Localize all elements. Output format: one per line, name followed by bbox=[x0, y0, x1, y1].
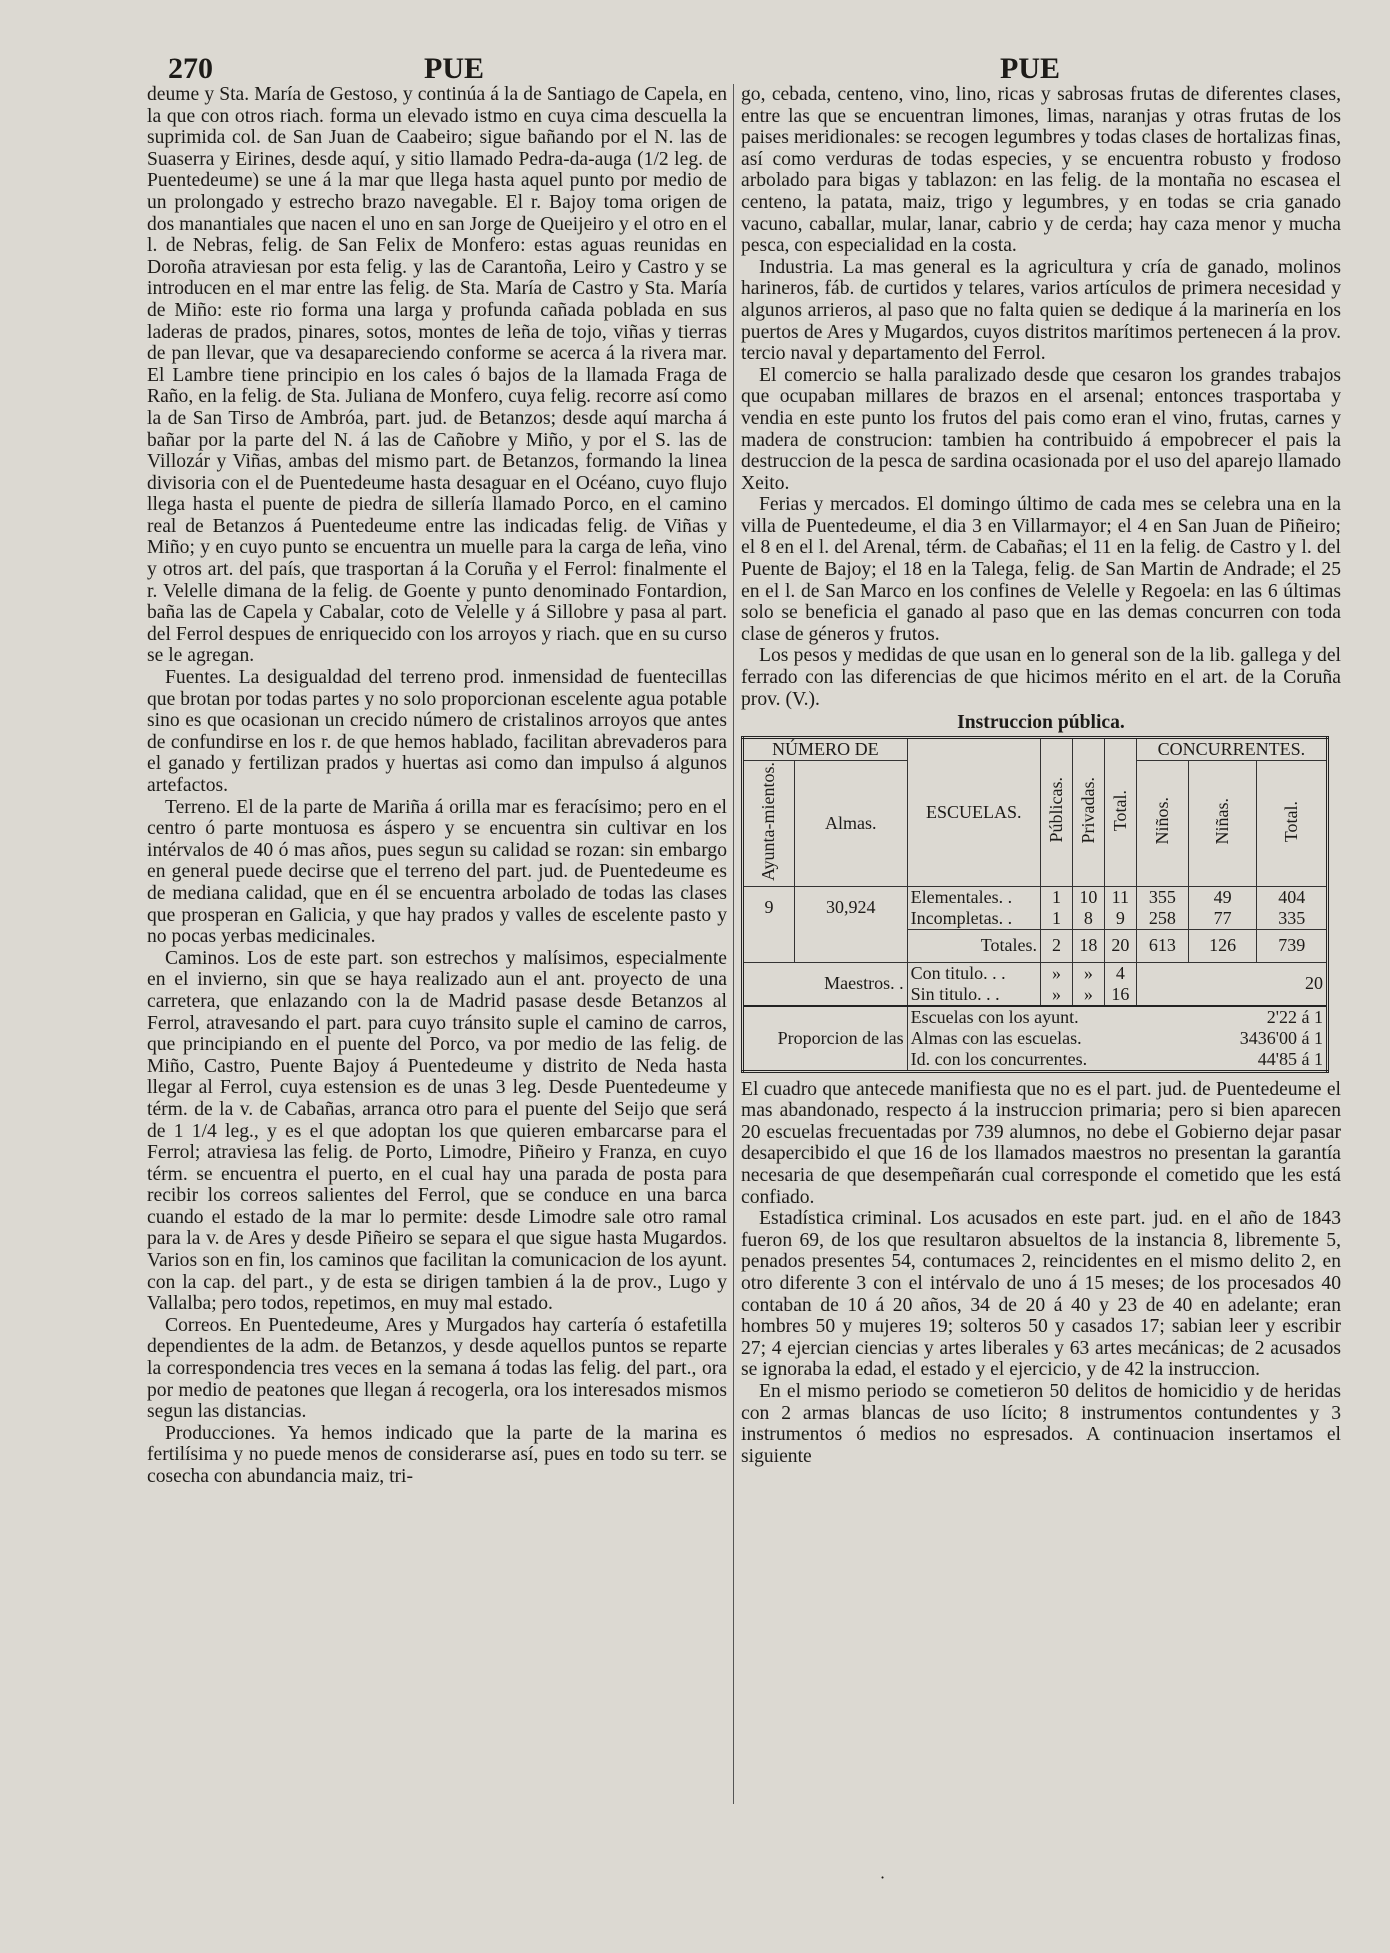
cell: 1 bbox=[1040, 886, 1072, 908]
ayuntamientos-header: Ayunta-mientos. bbox=[758, 761, 779, 881]
paragraph: deume y Sta. María de Gestoso, y continúa á la de Santiago de Capela, en la que con otros riach. forma un elevado istmo en cuya cima descuella la suprimida col. de San Juan de Caabeiro; sigue bañando por el N. las de Suaserra y Eirines, desde aquí, y sitio llamado Pedra-da-auga (1/2 leg. de Puentedeume) se une á la mar que llega hasta aquel punto por medio de un prolongado y estrecho brazo navegable. El r. Bajoy toma origen de dos manantiales que nacen el uno en san Jorge de Queijeiro y el otro en el l. de Nebras, felig. de San Felix de Monfero: estas aguas reunidas en Doroña atraviesan por esta felig. y las de Carantoña, Leiro y Castro y se introducen en el mar entre las felig. de Sta. María de Castro y Sta. María de Miño: este rio forma una larga y profunda cañada poblada en sus laderas de prados, pinares, sotos, montes de leña de tojo, viñas y tierras de pan llevar, que va desapareciendo conforme se acerca á la rivera mar. El Lambre tiene principio en los cales ó bajos de la llamada Fraga de Raño, en la felig. de Sta. Juliana de Monfero, cuya felig. recorre así como la de San Tirso de Ambróa, part. jud. de Betanzos; desde aquí marcha á bañar por la parte del N. á las de Cañobre y Miño, y por el S. las de Villozár y Viñas, ambas del mismo part. de Betanzos, formando la linea divisoria con el de Puentedeume hasta desaguar en el Océano, cuyo flujo llega hasta el puente de piedra de sillería llamado Porco, en el camino real de Betanzos á Puentedeume entre las indicadas felig. de Viñas y Miño; y en cuyo punto se encuentra un muelle para la carga de leña, vino y otros art. del país, que trasportan á la Coruña y el Ferrol: finalmente el r. Velelle dimana de la felig. de Goente y punto denominado Fontardion, baña las de Capela y Cabalar, coto de Velelle y á Sillobre y pasa al part. del Ferrol despues de enriquecido con los arroyos y riach. que en su curso se le agregan. bbox=[147, 84, 727, 667]
table-row bbox=[743, 962, 1328, 984]
ninas-header: Niñas. bbox=[1212, 797, 1233, 845]
cell: 4 bbox=[1104, 962, 1136, 984]
paragraph-caminos: Caminos. Los de este part. son estrechos y malísimos, especialmente en el invierno, sin que se haya realizado aun el ant. proyecto de una carretera, que enlazando con la de Madrid pasase desde Betanzos al Ferrol, atravesando el part. para cuyo tránsito suple el camino de carros, que principiando en el puente del Porco, va por medio de las felig. de Miño, Castro, Puente Bajoy á Puentedeume y distrito de Neda hasta llegar al Ferrol, cuya estension es de unas 3 leg. Desde Puentedeume y térm. de la v. de Cabañas, arranca otro para el puente del Seijo que será de 1 1/4 leg., y es el que adoptan los que quieren embarcarse para el Ferrol; atraviesa las felig. de Porto, Limodre, Piñeiro y Franza, en cuyo térm. se encuentra el puerto, en el cual hay una parada de posta para recibir los correos salientes del Ferrol, que se conduce en una barca cuando el estado de la mar lo permite: desde Limodre sale otro ramal para la v. de Ares y desde Piñeiro se separa el que sigue hasta Mugardos. Varios son en fin, los caminos que facilitan la comunicacion de los ayunt. con la cap. del part., y de esta se dirigen tambien á la de prov., Lugo y Vallalba; pero todos, repetimos, en muy mal estado. bbox=[147, 947, 727, 1315]
cell: » bbox=[1040, 962, 1072, 984]
proporcion-row bbox=[743, 1006, 1328, 1028]
cell: 20 bbox=[1104, 929, 1136, 962]
cell: 8 bbox=[1072, 908, 1104, 930]
paragraph-ferias: Ferias y mercados. El domingo último de cada mes se celebra una en la villa de Puentedeume, el dia 3 en Villarmayor; el 4 en San Juan de Piñeiro; el 8 en el l. del Arenal, térm. de Cabañas; el 11 en la felig. de Castro y l. del Puente de Bajoy; el 18 en la Talega, felig. de San Martin de Andrade; el 25 en el l. de San Marco en los confines de Velelle y Regoela: en las 6 últimas solo se beneficia el ganado al paso que en las demas concurren con toda clase de géneros y frutos. bbox=[741, 494, 1341, 645]
cell: 2 bbox=[1040, 929, 1072, 962]
instruccion-table bbox=[741, 736, 1329, 1073]
numero-de-header: NÚMERO DE bbox=[743, 737, 908, 760]
cell: 2'22 á 1 bbox=[1188, 1006, 1327, 1028]
row-label: Incompletas. . bbox=[907, 908, 1040, 930]
maestros-label: Maestros. . bbox=[743, 962, 908, 1006]
running-head-left: PUE bbox=[424, 52, 484, 85]
row-label: Totales. bbox=[907, 929, 1040, 962]
cell: 18 bbox=[1072, 929, 1104, 962]
cell: 11 bbox=[1104, 886, 1136, 908]
cell: 49 bbox=[1188, 886, 1256, 908]
cell: 16 bbox=[1104, 984, 1136, 1006]
ninos-header: Niños. bbox=[1151, 797, 1172, 845]
cell: 739 bbox=[1257, 929, 1328, 962]
privadas-header: Privadas. bbox=[1077, 776, 1098, 844]
publicas-header: Públicas. bbox=[1045, 777, 1066, 843]
paragraph-fuentes: Fuentes. La desigualdad del terreno prod. inmensidad de fuentecillas que brotan por todas partes y no solo proporcionan escelente agua potable sino es que ocasionan un crecido número de cristalinos arroyos que antes de confundirse en los r. de que hemos hablado, facilitan abrevaderos para el ganado y fertilizan prados y huertas asi como dan impulso á algunos artefactos. bbox=[147, 667, 727, 796]
row-label: Con titulo. . . bbox=[907, 962, 1040, 984]
row-label: Elementales. . bbox=[907, 886, 1040, 908]
total-header: Total. bbox=[1109, 789, 1130, 831]
proporcion-label: Proporcion de las bbox=[743, 1006, 908, 1072]
cell: 258 bbox=[1136, 908, 1188, 930]
paragraph-producciones: Producciones. Ya hemos indicado que la parte de la marina es fertilísima y no puede menos de considerarse así, pues en todo su terr. se cosecha con abundancia maiz, tri- bbox=[147, 1422, 727, 1487]
footer-mark: · bbox=[880, 1868, 886, 1887]
cell: 1 bbox=[1040, 908, 1072, 930]
row-label: Escuelas con los ayunt. bbox=[907, 1006, 1188, 1028]
maestros-total: 20 bbox=[1136, 962, 1327, 1006]
row-label: Id. con los concurrentes. bbox=[907, 1049, 1188, 1072]
cell: » bbox=[1072, 984, 1104, 1006]
cell: 126 bbox=[1188, 929, 1256, 962]
row-label: Almas con las escuelas. bbox=[907, 1028, 1188, 1049]
cell: 335 bbox=[1257, 908, 1328, 930]
cell: 44'85 á 1 bbox=[1257, 1048, 1323, 1069]
ayuntamientos-value: 9 bbox=[764, 897, 774, 918]
paragraph-terreno: Terreno. El de la parte de Mariña á orilla mar es feracísimo; pero en el centro ó parte montuosa es áspero y se encuentra sin cultivar en los intérvalos de 40 ó mas años, pues segun su calidad se rozan: sin embargo en general puede decirse que el terreno del part. jud. de Puentedeume es de mediana calidad, que en él se encuentra arbolado de todas las clases que prosperan en Galicia, y que hay prados y valles de escelente pasto y no pocas yerbas medicinales. bbox=[147, 796, 727, 948]
paragraph-estadistica: Estadística criminal. Los acusados en este part. jud. en el año de 1843 fueron 69, de los que resultaron absueltos de la instancia 8, libremente 5, penados presentes 54, contumaces 2, reincidentes en el mismo delito 2, en otro diferente 3 con el intérvalo de uno á 15 meses; de los procesados 40 contaban de 10 á 20 años, 34 de 20 á 40 y 23 de 40 en adelante; eran hombres 50 y mujeres 19; solteros 50 y casados 17; sabian leer y escribir 27; 4 ejercian ciencias y artes liberales y 63 artes mecánicas; de 2 acusados se ignoraba la edad, el estado y el ejercicio, y de 42 la instruccion. bbox=[741, 1208, 1341, 1381]
column-divider bbox=[733, 84, 734, 1804]
paragraph-cuadro: El cuadro que antecede manifiesta que no es el part. jud. de Puentedeume el mas abandonado, respecto á la instruccion primaria; pero si bien aparecen 20 escuelas frecuentadas por 739 alumnos, no debe el Gobierno dejar pasar desapercibido el que 16 de los llamados maestros no presentan la garantía necesaria de que desempeñarán cual corresponde el cometido que les está confiado. bbox=[741, 1078, 1341, 1208]
running-head-right: PUE bbox=[1000, 52, 1060, 85]
paragraph: go, cebada, centeno, vino, lino, ricas y sabrosas frutas de diferentes clases, entre las que se encuentran limones, limas, naranjas y otras frutas de los paises meridionales: se recogen legumbres y todas clases de hortalizas finas, así como verduras de todas especies, y se encuentra robusto y frodoso arbolado para bigas y tablazon: en las felig. de la montaña no escasea el centeno, la patata, maiz, trigo y legumbres, y en todas se cria ganado vacuno, caballar, mular, lanar, cabrio y de cerda; hay caza menor y mucha pesca, con especialidad en la costa. bbox=[741, 84, 1341, 257]
paragraph-delitos: En el mismo periodo se cometieron 50 delitos de homicidio y de heridas con 2 armas blancas de uso lícito; 8 instrumentos contundentes y 3 instrumentos ó medios no espresados. A continuacion insertamos el siguiente bbox=[741, 1380, 1341, 1467]
row-label: Sin titulo. . . bbox=[907, 984, 1040, 1006]
cell: 3436'00 á 1 bbox=[1239, 1027, 1323, 1048]
paragraph-industria: Industria. La mas general es la agricultura y cría de ganado, molinos harineros, fáb. de curtidos y telares, varios artículos de primera necesidad y algunos arrieros, al paso que no falta quien se dedique á la marinería en los puertos de Ares y Mugardos, cuyos distritos marítimos pertenecen á la prov. tercio naval y departamento del Ferrol. bbox=[741, 256, 1341, 365]
cell: » bbox=[1040, 984, 1072, 1006]
cell: 9 bbox=[1104, 908, 1136, 930]
paragraph-correos: Correos. En Puentedeume, Ares y Murgados hay cartería ó estafetilla dependientes de la adm. de Betanzos, y desde aquellos puntos se reparte la correspondencia tres veces en la semana á todas las felig. del part., ora por medio de peatones que llegan á recogerla, ora los interesados mismos segun las distancias. bbox=[147, 1314, 727, 1423]
table-row bbox=[743, 886, 1328, 908]
paragraph-comercio: El comercio se halla paralizado desde que cesaron los grandes trabajos que ocupaban millares de brazos en el arsenal; entonces trasportaba y vendia en este punto los frutos del pais como eran el vino, frutas, carnes y madera de construcion: tambien ha contribuido á empobrecer el pais la destruccion de la pesca de sardina ocasionada por el uso del aparejo llamado Xeito. bbox=[741, 364, 1341, 494]
almas-value: 30,924 bbox=[794, 886, 907, 929]
cell: 404 bbox=[1257, 886, 1328, 908]
escuelas-header: ESCUELAS. bbox=[907, 737, 1040, 886]
table-title: Instruccion pública. bbox=[957, 712, 1125, 734]
totales-row bbox=[743, 929, 1328, 962]
left-column bbox=[147, 84, 727, 1488]
cell: 613 bbox=[1136, 929, 1188, 962]
cell: » bbox=[1072, 962, 1104, 984]
paragraph-pesos: Los pesos y medidas de que usan en lo general son de la lib. gallega y del ferrado con las diferencias de que hicimos mérito en el art. de la Coruña prov. (V.). bbox=[741, 645, 1341, 710]
total2-header: Total. bbox=[1281, 800, 1302, 842]
page-number: 270 bbox=[168, 52, 213, 85]
almas-header: Almas. bbox=[794, 760, 907, 886]
cell: 355 bbox=[1136, 886, 1188, 908]
concurrentes-header: CONCURRENTES. bbox=[1136, 737, 1327, 760]
right-column bbox=[741, 84, 1341, 1467]
cell: 77 bbox=[1188, 908, 1256, 930]
cell: 10 bbox=[1072, 886, 1104, 908]
